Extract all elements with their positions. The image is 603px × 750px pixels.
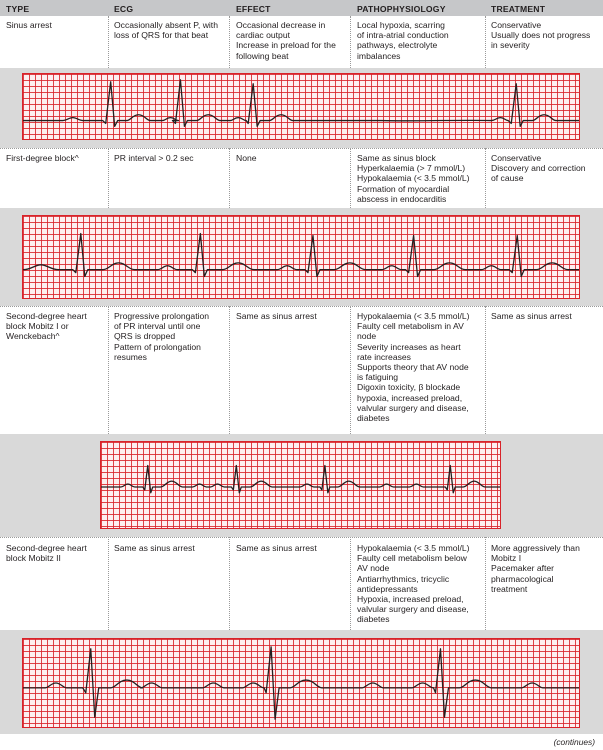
row-4-patho: Hypokalaemia (< 3.5 mmol/L) Faulty cell metabolism below AV node Antiarrhythmics, tricyclic antidepressants Hypoxia, increased preload, valvular surgery and disease, diabetes (357, 543, 470, 625)
row-1-effect: Occasional decrease in cardiac output Increase in preload for the following beat (236, 20, 336, 61)
row-2-effect: None (236, 153, 257, 163)
row-3-effect: Same as sinus arrest (236, 311, 317, 321)
row-4-type: Second-degree heart block Mobitz II (6, 543, 87, 564)
row-4-effect: Same as sinus arrest (236, 543, 317, 553)
header-treatment: TREATMENT (491, 4, 546, 14)
header-pathophysiology: PATHOPHYSIOLOGY (357, 4, 446, 14)
row-4-ecg: Same as sinus arrest (114, 543, 195, 553)
row-1-ecg: Occasionally absent P, with loss of QRS for that beat (114, 20, 218, 41)
header-effect: EFFECT (236, 4, 271, 14)
ecg-strip-mobitz-1 (100, 441, 501, 529)
ecg-strip-sinus-arrest (22, 73, 580, 140)
row-3-treatment: Same as sinus arrest (491, 311, 572, 321)
row-4-treatment: More aggressively than Mobitz I Pacemaker after pharmacological treatment (491, 543, 580, 594)
continues-note: (continues) (553, 737, 595, 747)
ecg-trace-sinus-arrest (23, 74, 579, 139)
row-3-type: Second-degree heart block Mobitz I or Wenckebach^ (6, 311, 87, 342)
row-2-patho: Same as sinus block Hyperkalaemia (> 7 mmol/L) Hypokalaemia (< 3.5 mmol/L) Formation of myocardial abscess in endocarditis (357, 153, 470, 204)
ecg-trace-mobitz-2 (23, 639, 579, 727)
ecg-trace-first-degree (23, 216, 579, 298)
header-ecg: ECG (114, 4, 134, 14)
row-3-patho: Hypokalaemia (< 3.5 mmol/L) Faulty cell metabolism in AV node Severity increases as heart rate increases Supports theory that AV node is fatiguing Digoxin toxicity, β blockade hypoxia, increased preload, valvular surgery and disease, diabetes (357, 311, 470, 424)
table-header (0, 0, 603, 16)
row-2-ecg: PR interval > 0.2 sec (114, 153, 194, 163)
row-2-treatment: Conservative Discovery and correction of cause (491, 153, 586, 184)
row-1-patho: Local hypoxia, scarring of intra-atrial conduction pathways, electrolyte imbalances (357, 20, 449, 61)
row-2-type: First-degree block^ (6, 153, 79, 163)
row-1-type: Sinus arrest (6, 20, 52, 30)
ecg-strip-mobitz-2 (22, 638, 580, 728)
ecg-strip-first-degree (22, 215, 580, 299)
header-type: TYPE (6, 4, 30, 14)
row-1-treatment: Conservative Usually does not progress in severity (491, 20, 591, 51)
row-3-ecg: Progressive prolongation of PR interval until one QRS is dropped Pattern of prolongation resumes (114, 311, 210, 362)
ecg-trace-mobitz-1 (101, 442, 500, 528)
